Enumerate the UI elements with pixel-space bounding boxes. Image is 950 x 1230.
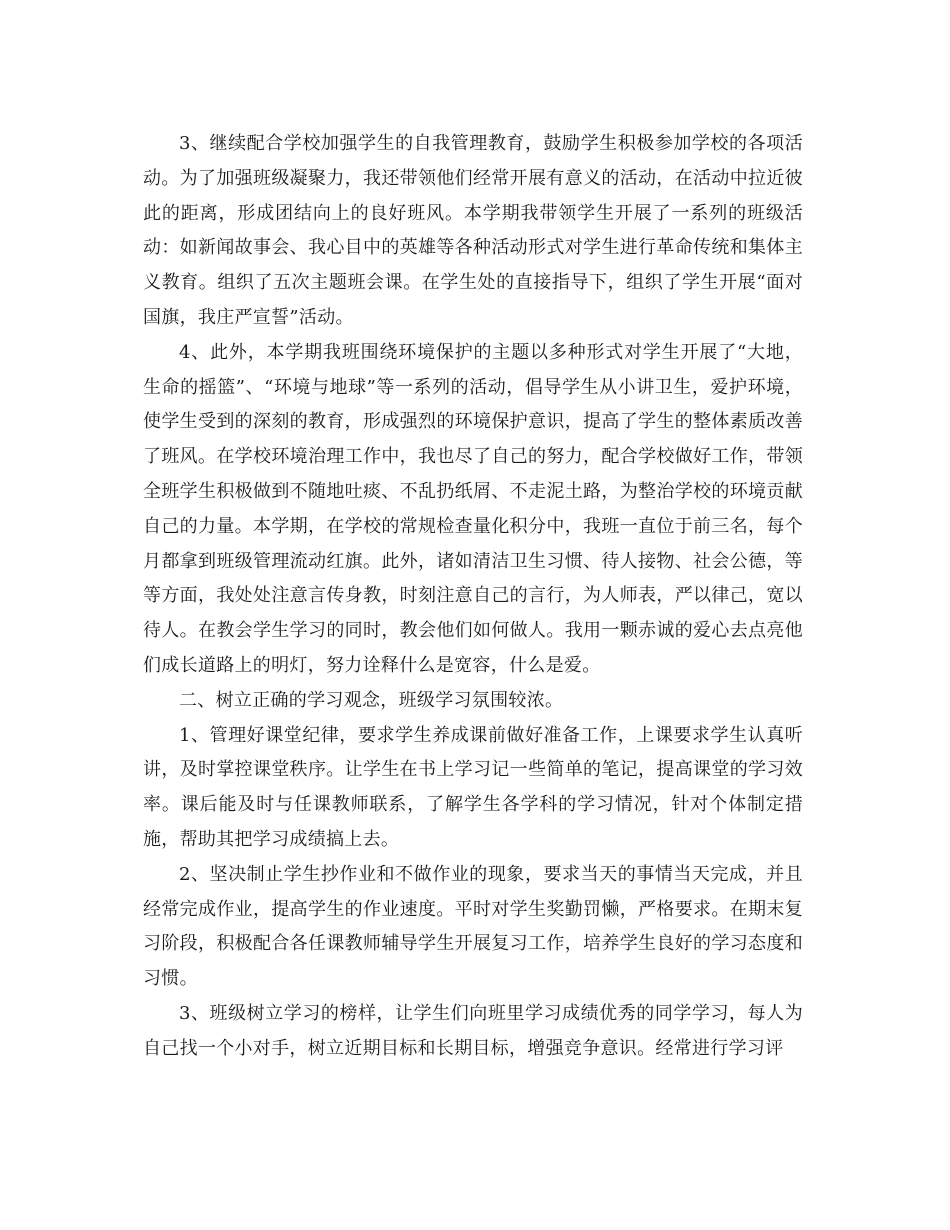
paragraph-activities: 3、继续配合学校加强学生的自我管理教育，鼓励学生积极参加学校的各项活动。为了加强班级凝聚力，我还带领他们经常开展有意义的活动，在活动中拉近彼此的距离，形成团结向上的良好班风。本学期我带领学生开展了一系列的班级活动：如新闻故事会、我心目中的英雄等各种活动形式对学生进行革命传统和集体主义教育。组织了五次主题班会课。在学生处的直接指导下，组织了学生开展“面对国旗，我庄严宣誓”活动。 — [143, 133, 803, 328]
document-body — [143, 127, 803, 1067]
paragraph-homework: 2、坚决制止学生抄作业和不做作业的现象，要求当天的事情当天完成，并且经常完成作业，提高学生的作业速度。平时对学生奖勤罚懒，严格要求。在期末复习阶段，积极配合各任课教师辅导学生开展复习工作，培养学生良好的学习态度和习惯。 — [143, 863, 803, 990]
paragraph-environment: 4、此外，本学期我班围绕环境保护的主题以多种形式对学生开展了“大地，生命的摇篮”、“环境与地球”等一系列的活动，倡导学生从小讲卫生，爱护环境，使学生受到的深刻的教育，形成强烈的环境保护意识，提高了学生的整体素质改善了班风。在学校环境治理工作中，我也尽了自己的努力，配合学校做好工作，带领全班学生积极做到不随地吐痰、不乱扔纸屑、不走泥土路，为整治学校的环境贡献自己的力量。本学期，在学校的常规检查量化积分中，我班一直位于前三名，每个月都拿到班级管理流动红旗。此外，诸如清洁卫生习惯、待人接物、社会公德，等等方面，我处处注意言传身教，时刻注意自己的言行，为人师表，严以律己，宽以待人。在教会学生学习的同时，教会他们如何做人。我用一颗赤诚的爱心去点亮他们成长道路上的明灯，努力诠释什么是宽容，什么是爱。 — [143, 341, 803, 676]
section-heading-study: 二、树立正确的学习观念，班级学习氛围较浓。 — [179, 689, 564, 711]
paragraph-classroom-discipline: 1、管理好课堂纪律，要求学生养成课前做好准备工作，上课要求学生认真听讲，及时掌控课堂秩序。让学生在书上学习记一些简单的笔记，提高课堂的学习效率。课后能及时与任课教师联系，了解学生各学科的学习情况，针对个体制定措施，帮助其把学习成绩搞上去。 — [143, 724, 803, 850]
paragraph-role-models: 3、班级树立学习的榜样，让学生们向班里学习成绩优秀的同学学习，每人为自己找一个小对手，树立近期目标和长期目标，增强竞争意识。经常进行学习评 — [143, 1002, 803, 1059]
